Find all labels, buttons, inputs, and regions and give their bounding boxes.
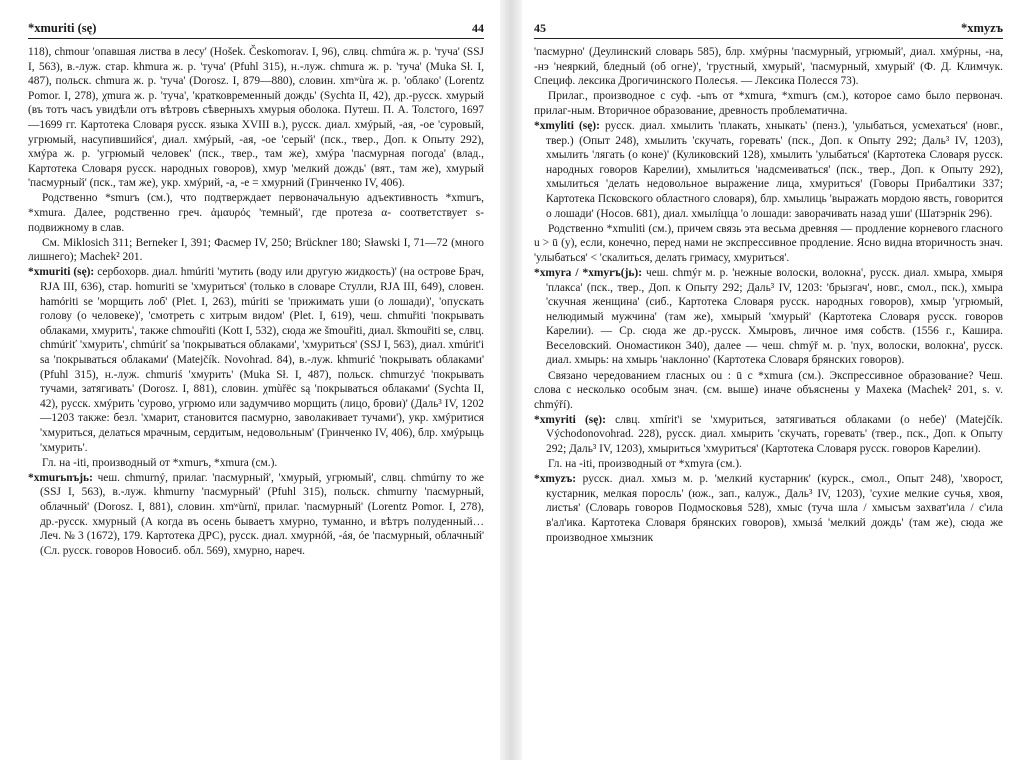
- entry-body: чеш. chmurný, прилаг. 'пасмурный', 'хмурый, угрюмый', слвц. chmúrny то же (SSJ I, 563), в.-луж. khmurny 'пасмурный' (Pfuhl 315), польск. chmurny 'пасмурный, облачный' (Dorosz. I, 881), словин. xmʷùrnï, прилаг. 'пасмурный' (Lorentz Pomor. I, 278), др.-русск. хмурный (А когда въ осень бываетъ хмурно, туманно, и вѣтръ полуденный… Леч. № 3 (1672), 179. Картотека ДРС), русск. диал. хмурнóй, -áя, óе 'пасмурный, облачный' (Сл. русск. говоров Новосиб. обл. 569), хмурно, нареч.: [40, 471, 484, 557]
- commentary-paragraph: Прилаг., производное с суф. -ьnъ от *xmura, *xmurъ (см.), которое само было первонач. прилаг-ным. Вторичное образование, древность проблематична.: [534, 90, 1003, 117]
- right-running-head: [534, 14, 1003, 36]
- right-header-word: *xmyzъ: [961, 21, 1003, 35]
- dictionary-entry: [534, 472, 1003, 545]
- dictionary-entry: [28, 265, 484, 455]
- entry-headword: *xmyliti (sę):: [534, 119, 600, 132]
- entry-body: русск. диал. хмыз м. р. 'мелкий кустарник' (курск., смол., Опыт 248), 'хворост, кустарник, мелкая поросль' (юж., зап., калуж., Даль³ IV, 1203), 'сухие мелкие сучья, хвоя, листья' (Словарь говоров Подмосковья 528), хмыс (туча шла / хмысъм захват'ила / с'ила в'ал'ика. Картотека Словаря брянских говоров), хмызá 'мелкий дождь' (там же), сюда же производное хмызник: [546, 473, 1003, 544]
- left-running-head: [28, 14, 484, 36]
- entry-body: слвц. xmírit'i se 'хмуриться, затягиваться облаками (о небе)' (Matejčík. Východonovohrad. 228), русск. диал. хмырить 'скучать, горевать' (твер., пск., Доп. к Опыту 292; Даль³ IV, 1203), хмыриться 'хмуриться' (Картотека Словаря русск. говоров Карелии).: [546, 413, 1004, 456]
- entry-headword: *xmuriti (sę):: [28, 266, 95, 279]
- commentary-paragraph: См. Miklosich 311; Berneker I, 391; Фасмер IV, 250; Brückner 180; Sławski I, 71—72 (много лишнего); Machek² 201.: [28, 236, 484, 264]
- continued-text: 118), chmour 'опавшая листва в лесу' (Hošek. Českomorav. I, 96), слвц. chmúra ж. р. 'туча' (SSJ I, 563), в.-луж. стар. khmura ж. р. 'туча' (Pfuhl 315), н.-луж. chmura ж. р. 'туча' (Muka Sł. I, 487), польск. chmura ж. р. 'туча' (Dorosz. I, 879—880), словин. xmʷùra ж. р. 'облако' (Lorentz Pomor. I, 278), χmura ж. р. 'туча', 'кратковременный дождь' (Sychta II, 42), др.-русск. хмурый (въ тотъ часъ увидѣли отъ вѣтровъ сѣверныхъ хмурыя оболока. Путеш. П. А. Толстого, 1697—1699 гг. Картотека Словаря русск. языка XVIII в.), русск. диал. хмýрый, -ая, -ое 'суровый, угрюмый, насупившийся', диал. хмýрый, -ая, -ое 'серый' (пск., твер., Доп. к Опыту 292), хмýра ж. р. 'угрюмый человек' (пск., твер., там же), хмýра 'пасмурная погода' (влад., Картотека Словаря русск. народных говоров), хмур 'мелкий дождь' (вят., там же), хмурый 'пасмурный' (пск., там же), укр. хмýрий, -а, -е = хмурний (Гринченко IV, 406).: [28, 46, 484, 190]
- left-header-word: *xmuriti (sę): [28, 21, 97, 35]
- entry-headword: *xmurьnъjь:: [28, 471, 93, 484]
- commentary-paragraph: Гл. на -iti, производный от *xmurъ, *xmura (см.).: [42, 456, 278, 469]
- dictionary-entry: [534, 413, 1003, 457]
- dictionary-entry: [534, 266, 1003, 368]
- entry-body: русск. диал. хмылить 'плакать, хныкать' (пенз.), 'улыбаться, усмехаться' (новг., твер.) (Опыт 248), хмылить 'скучать, горевать' (пск., Доп. к Опыту 292; Даль³ IV, 1203), хмылить 'лягать (о коне)' (Куликовский 128), хмылить 'улыбаться' (Картотека Словаря русск. народных говоров Карелии), хмылиться 'надсмеиваться' (пск., твер., Доп. к Опыту 292), хмылиться 'делать недовольное выражение лица, хмуриться' (Говоры Прибалтики 337; Картотека Псковского областного словаря), блр. хмылиць 'выражать мордою явсть, говорится о лошади' (Носов. 681), диал. хмылíцца 'о лошади: заворачивать назад уши' (Шатэрнік 296).: [546, 119, 1003, 220]
- left-page-number: 44: [472, 21, 484, 35]
- left-body-text: [28, 45, 484, 558]
- entry-body: чеш. chmýr м. р. 'нежные волоски, волокна', русск. диал. хмыра, хмыря 'плакса' (пск., твер., Доп. к Опыту 292; Даль³ IV, 1203: 'брызгач', новг., смол., пск.), хмыра 'скучная женщина' (сиб., Картотека Словаря русск. народных говоров), хмыр 'угрюмый, нелюдимый мужчина' (там же), хмырый 'хмурый' (Картотека Словаря русск. говоров Карелии). — Ср. сюда же др.-русск. Хмыровъ, личное имя собств. (1556 г., Кашира. Веселовский. Ономастикон 340), далее — чеш. chmýř м. р. 'пух, волоски, волокна', русск. диал. хмырь: на хмырь 'наклонно' (Картотека Словаря брянских говоров).: [546, 266, 1003, 367]
- continued-text: 'пасмурно' (Деулинский словарь 585), блр. хмýрны 'пасмурный, угрюмый', диал. хмýрны, -на, -нэ 'неяркий, бледный (об огне)', 'грустный, хмурый', 'пасмурный, хмурый' (Ф. Д. Климчук. Специф. лексика Дрогичинского Полесья. — Лексика Полесся 73).: [534, 46, 1003, 88]
- right-page: [522, 0, 1023, 760]
- commentary-paragraph: Родственно *xmuliti (см.), причем связь эта весьма древняя — продление корневого гласного u > ū (y), если, конечно, перед нами не экспрессивное продление. Ясно видна вторичность знач. 'улыбаться' < 'скалиться, делать гримасу, хмуриться'.: [534, 222, 1003, 264]
- commentary-paragraph: Связано чередованием гласных ou : ū с *xmura (см.). Экспрессивное образование? Чеш. слова с несколько особым знач. (см. выше) иначе объяснены у Махека (Machek² 201, s. v. chmýří).: [534, 369, 1003, 411]
- entry-headword: *xmyra / *xmyrъ(jь):: [534, 266, 642, 279]
- right-page-number: 45: [534, 21, 546, 35]
- commentary-paragraph: Родственно *smurъ (см.), что подтверждает первоначальную адъективность *xmurъ, *xmura. Далее, родственно греч. ἀμαυρός 'темный', где протеза α- соответствует s- подвижному в слав.: [28, 192, 484, 234]
- dictionary-entry: [534, 119, 1003, 221]
- book-gutter: [500, 0, 522, 760]
- commentary-paragraph: Гл. на -iti, производный от *xmyra (см.).: [548, 458, 742, 471]
- entry-headword: *xmyzъ:: [534, 473, 577, 486]
- right-header-rule: [534, 38, 1003, 39]
- entry-headword: *xmyriti (sę):: [534, 413, 606, 426]
- left-page: [0, 0, 500, 760]
- left-header-rule: [28, 38, 484, 39]
- entry-body: сербохорв. диал. hmúriti 'мутить (воду или другую жидкость)' (на острове Брач, RJA III, 636), стар. homuriti se 'хмуриться' (только в словаре Стулли, RJA III, 649), словен. hamóriti se 'морщить лоб' (Plet. I, 263), múriti se 'прижимать уши (о лошади)', 'опускать голову (о человеке)', 'смотреть с хитрым видом' (Plet. I, 619), чеш. chmuřiti 'покрывать облаками, хмурить', также chmouřiti (Kott I, 532), сюда же šmouřiti, диал. škmouřiti se, слвц. chmúriť 'хмурить', chmúriť sa 'покрываться облаками', 'хмуриться' (SSJ I, 563), диал. xmúrit'i sa 'покрываться облаками' (Matejčík. Novohrad. 84), в.-луж. khmurić 'покрывать облаками' (Pfuhl 315), н.-луж. chmuriś 'хмурить' (Muka Sł. I, 487), польск. chmurzyć 'покрывать тучами, затягивать' (Dorosz. I, 881), словин. χmùřëc są 'покрываться облаками' (Sychta II, 42), русск. хмýрить 'сурово, угрюмо или задумчиво морщить (лицо, брови)' (Даль³ IV, 1202—1203 также: безл. 'хмарит, становится пасмурно, заволакивает тучами'), укр. хмýритися 'хмуриться, делаться мрачным, сердитым, недовольным' (Гринченко IV, 406), блр. хмýрыць 'хмурить'.: [40, 266, 485, 454]
- dictionary-entry: [28, 471, 484, 559]
- right-body-text: [534, 45, 1003, 545]
